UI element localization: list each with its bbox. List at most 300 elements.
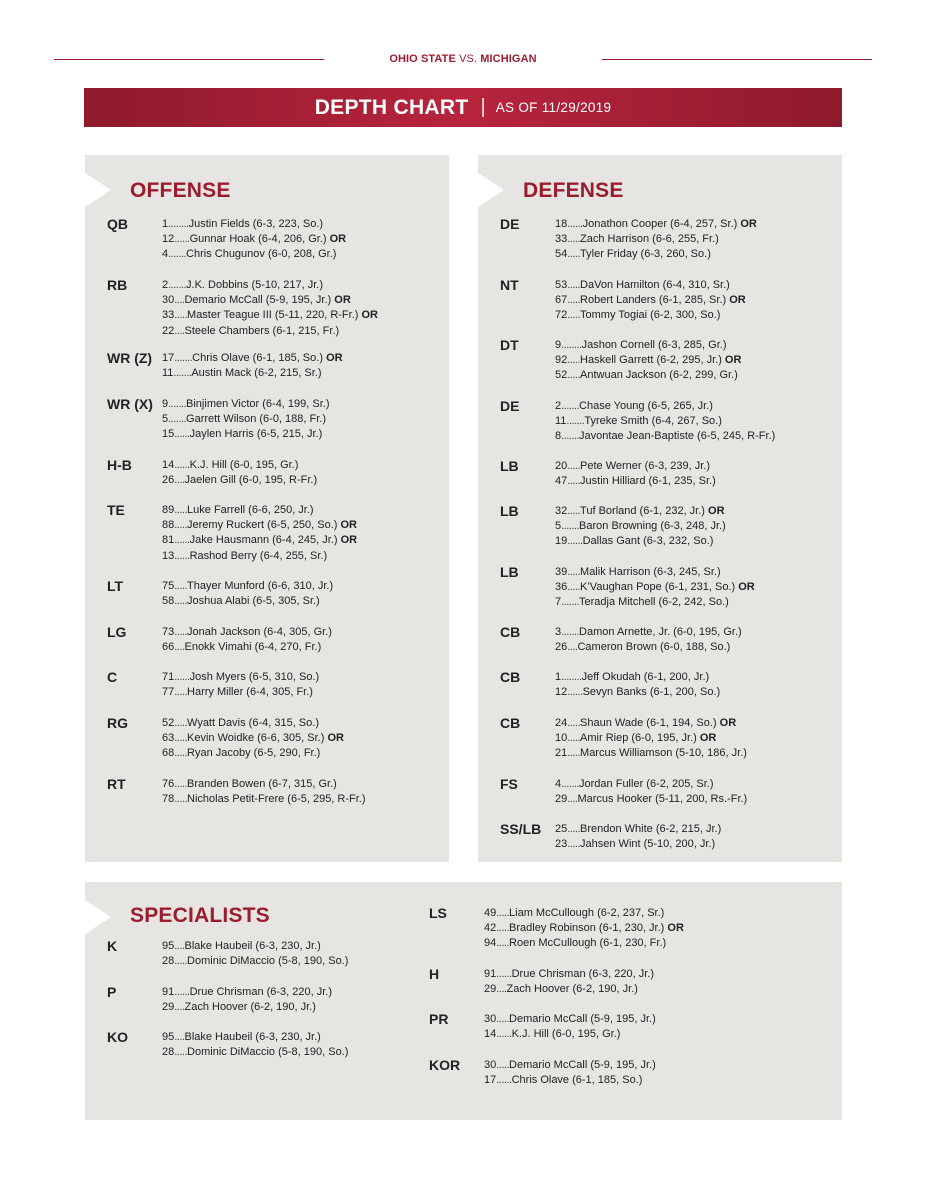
jersey-number: 72 xyxy=(555,309,568,322)
player-info: Jeff Okudah (6-1, 200, Jr.) xyxy=(581,671,710,683)
jersey-number: 92 xyxy=(555,354,568,367)
leader-dots: ....... xyxy=(561,400,580,412)
jersey-number: 24 xyxy=(555,717,568,729)
position-label: LG xyxy=(107,624,127,640)
position-label: H-B xyxy=(107,457,132,473)
jersey-number: 68 xyxy=(162,747,175,760)
player-info: Pete Werner (6-3, 239, Jr.) xyxy=(580,460,711,472)
player-info: Roen McCullough (6-1, 230, Fr.) xyxy=(509,937,667,950)
jersey-number: 54 xyxy=(555,248,568,261)
player-list xyxy=(162,777,366,807)
or-marker: OR xyxy=(327,732,344,745)
player-info: Robert Landers (6-1, 285, Sr.) xyxy=(580,294,727,307)
title-separator: | xyxy=(480,96,486,118)
player-row xyxy=(162,579,333,594)
player-list xyxy=(162,351,343,381)
player-info: Demario McCall (5-9, 195, Jr.) xyxy=(509,1013,656,1025)
leader-dots: ..... xyxy=(496,937,510,950)
player-row xyxy=(555,822,721,837)
leader-dots: ...... xyxy=(174,549,190,562)
player-info: Amir Riep (6-0, 195, Jr.) xyxy=(580,732,697,745)
leader-dots: .... xyxy=(174,641,185,654)
or-marker: OR xyxy=(326,352,343,364)
jersey-number: 33 xyxy=(162,309,175,322)
jersey-number: 1 xyxy=(555,671,562,683)
player-info: Tuf Borland (6-1, 232, Jr.) xyxy=(580,505,705,517)
leader-dots: ..... xyxy=(174,519,188,532)
leader-dots: ..... xyxy=(567,838,581,851)
position-label: DE xyxy=(500,216,520,232)
position-label: KOR xyxy=(429,1057,461,1073)
player-row xyxy=(555,504,726,519)
player-info: Chris Chugunov (6-0, 208, Gr.) xyxy=(186,248,337,261)
leader-dots: ..... xyxy=(174,686,188,699)
player-row xyxy=(162,716,344,731)
specialists-title: SPECIALISTS xyxy=(130,904,270,927)
player-row xyxy=(484,1027,656,1042)
player-info: Brendon White (6-2, 215, Jr.) xyxy=(580,823,722,835)
position-label: SS/LB xyxy=(500,821,542,837)
jersey-number: 73 xyxy=(162,626,175,638)
player-list xyxy=(555,625,742,655)
jersey-number: 4 xyxy=(555,778,562,790)
player-row xyxy=(555,595,755,610)
jersey-number: 81 xyxy=(162,534,175,547)
position-label: H xyxy=(429,966,440,982)
player-info: Zach Hoover (6-2, 190, Jr.) xyxy=(184,1001,316,1014)
leader-dots: ..... xyxy=(567,566,581,578)
leader-dots: ...... xyxy=(496,1074,512,1087)
jersey-number: 63 xyxy=(162,732,175,745)
or-marker: OR xyxy=(724,354,742,367)
position-label: K xyxy=(107,938,118,954)
jersey-number: 17 xyxy=(162,352,175,364)
leader-dots: ...... xyxy=(174,534,190,547)
player-list xyxy=(555,459,716,489)
player-row xyxy=(555,731,747,746)
position-label: C xyxy=(107,669,118,685)
leader-dots: ....... xyxy=(173,367,192,380)
jersey-number: 1 xyxy=(162,218,169,230)
player-row xyxy=(162,985,332,1000)
player-row xyxy=(555,353,741,368)
player-row xyxy=(162,625,332,640)
or-marker: OR xyxy=(340,534,358,547)
player-row xyxy=(555,293,746,308)
player-list xyxy=(484,967,654,997)
player-row xyxy=(162,247,346,262)
jersey-number: 22 xyxy=(162,324,175,337)
player-row xyxy=(162,640,332,655)
jersey-number: 88 xyxy=(162,519,175,532)
jersey-number: 26 xyxy=(555,641,568,654)
jersey-number: 58 xyxy=(162,595,175,608)
player-row xyxy=(484,921,684,936)
position-label: LT xyxy=(107,578,124,594)
jersey-number: 26 xyxy=(162,474,175,487)
player-info: Cameron Brown (6-0, 188, So.) xyxy=(577,641,731,654)
jersey-number: 18 xyxy=(555,218,568,230)
player-row xyxy=(162,1000,332,1015)
player-list xyxy=(162,458,317,488)
player-info: Jaelen Gill (6-0, 195, R-Fr.) xyxy=(184,474,318,487)
position-label: LB xyxy=(500,564,519,580)
player-info: Branden Bowen (6-7, 315, Gr.) xyxy=(187,778,337,790)
leader-dots: ....... xyxy=(168,398,187,410)
player-list xyxy=(555,399,775,445)
team-michigan: MICHIGAN xyxy=(480,53,537,65)
player-info: Demario McCall (5-9, 195, Jr.) xyxy=(184,294,332,307)
leader-dots: ..... xyxy=(567,369,581,382)
leader-dots: ..... xyxy=(496,1013,510,1025)
player-info: Kevin Woidke (6-6, 305, Sr.) xyxy=(187,732,325,745)
jersey-number: 11 xyxy=(162,367,174,380)
leader-dots: .... xyxy=(567,641,578,654)
jersey-number: 23 xyxy=(555,838,568,851)
leader-dots: ....... xyxy=(561,778,580,790)
player-row xyxy=(555,474,716,489)
position-label: RB xyxy=(107,277,128,293)
position-label: RT xyxy=(107,776,126,792)
player-info: Drue Chrisman (6-3, 220, Jr.) xyxy=(511,968,655,980)
leader-dots: .... xyxy=(174,1031,185,1043)
player-info: K.J. Hill (6-0, 195, Gr.) xyxy=(511,1028,621,1041)
jersey-number: 29 xyxy=(484,983,497,996)
player-info: Garrett Wilson (6-0, 188, Fr.) xyxy=(186,413,327,426)
player-row xyxy=(555,580,755,595)
player-row xyxy=(555,625,742,640)
leader-dots: ..... xyxy=(567,581,581,594)
jersey-number: 15 xyxy=(162,428,175,441)
leader-dots: ..... xyxy=(174,747,188,760)
or-marker: OR xyxy=(729,294,746,307)
player-info: K.J. Hill (6-0, 195, Gr.) xyxy=(189,459,299,471)
jersey-number: 5 xyxy=(162,413,169,426)
player-info: Chris Olave (6-1, 185, So.) xyxy=(511,1074,643,1087)
leader-dots: ..... xyxy=(567,248,581,261)
leader-dots: ...... xyxy=(174,428,190,441)
leader-dots: ..... xyxy=(567,294,581,307)
player-row xyxy=(162,533,357,548)
player-list xyxy=(162,670,319,700)
player-row xyxy=(555,685,720,700)
jersey-number: 30 xyxy=(484,1013,497,1025)
player-row xyxy=(162,217,346,232)
jersey-number: 76 xyxy=(162,778,175,790)
leader-dots: ...... xyxy=(567,535,583,548)
player-row xyxy=(484,982,654,997)
or-marker: OR xyxy=(340,519,357,532)
leader-dots: ..... xyxy=(567,732,581,745)
player-row xyxy=(555,792,747,807)
leader-dots: ..... xyxy=(174,1046,188,1059)
player-info: Marcus Williamson (5-10, 186, Jr.) xyxy=(580,747,747,760)
leader-dots: .... xyxy=(174,1001,185,1014)
player-row xyxy=(162,746,344,761)
position-label: WR (Z) xyxy=(107,350,153,366)
player-info: Marcus Hooker (5-11, 200, Rs.-Fr.) xyxy=(577,793,748,806)
player-row xyxy=(162,1045,348,1060)
player-info: Dominic DiMaccio (5-8, 190, So.) xyxy=(187,955,349,968)
jersey-number: 12 xyxy=(555,686,568,699)
player-info: Joshua Alabi (6-5, 305, Sr.) xyxy=(187,595,320,608)
jersey-number: 21 xyxy=(555,747,568,760)
player-info: Austin Mack (6-2, 215, Sr.) xyxy=(191,367,322,380)
player-row xyxy=(555,399,775,414)
or-marker: OR xyxy=(719,717,737,729)
position-label: CB xyxy=(500,669,521,685)
player-row xyxy=(555,746,747,761)
position-label: DE xyxy=(500,398,520,414)
player-info: Tyreke Smith (6-4, 267, So.) xyxy=(584,415,722,428)
jersey-number: 29 xyxy=(162,1001,175,1014)
player-row xyxy=(484,1073,656,1088)
jersey-number: 32 xyxy=(555,505,568,517)
player-list xyxy=(162,278,378,339)
player-info: Zach Harrison (6-6, 255, Fr.) xyxy=(580,233,719,246)
player-info: Chris Olave (6-1, 185, So.) xyxy=(192,352,323,364)
jersey-number: 75 xyxy=(162,580,175,592)
player-list xyxy=(484,1012,656,1042)
leader-dots: ....... xyxy=(174,352,193,364)
panel-notch xyxy=(85,173,111,207)
player-info: Bradley Robinson (6-1, 230, Jr.) xyxy=(509,922,665,935)
position-label: P xyxy=(107,984,117,1000)
leader-dots: ..... xyxy=(567,309,581,322)
player-info: Nicholas Petit-Frere (6-5, 295, R-Fr.) xyxy=(187,793,366,806)
leader-dots: ........ xyxy=(561,339,582,351)
position-label: FS xyxy=(500,776,518,792)
player-row xyxy=(162,427,330,442)
leader-dots: ..... xyxy=(567,747,581,760)
player-list xyxy=(484,906,684,952)
player-info: Justin Fields (6-3, 223, So.) xyxy=(188,218,324,230)
versus-label: VS. xyxy=(459,53,478,65)
position-label: WR (X) xyxy=(107,396,153,412)
player-row xyxy=(162,308,378,323)
player-info: Haskell Garrett (6-2, 295, Jr.) xyxy=(580,354,722,367)
jersey-number: 95 xyxy=(162,1031,175,1043)
player-info: Jeremy Ruckert (6-5, 250, So.) xyxy=(187,519,338,532)
player-info: Steele Chambers (6-1, 215, Fr.) xyxy=(184,324,340,337)
player-info: Teradja Mitchell (6-2, 242, So.) xyxy=(579,596,729,609)
position-label: CB xyxy=(500,715,521,731)
player-list xyxy=(555,716,747,762)
defense-panel xyxy=(478,155,842,862)
player-row xyxy=(162,685,319,700)
player-info: Blake Haubeil (6-3, 230, Jr.) xyxy=(184,1031,321,1043)
player-info: Zach Hoover (6-2, 190, Jr.) xyxy=(506,983,638,996)
player-info: Tommy Togiai (6-2, 300, So.) xyxy=(580,309,721,322)
jersey-number: 3 xyxy=(555,626,562,638)
leader-dots: ..... xyxy=(567,475,581,488)
player-info: Rashod Berry (6-4, 255, Sr.) xyxy=(189,549,328,562)
player-info: Jonathon Cooper (6-4, 257, Sr.) xyxy=(582,218,738,230)
leader-dots: ..... xyxy=(174,504,188,516)
player-row xyxy=(555,640,742,655)
leader-dots: ...... xyxy=(567,218,583,230)
player-row xyxy=(555,414,775,429)
player-row xyxy=(162,549,357,564)
leader-dots: .... xyxy=(174,294,185,307)
player-row xyxy=(555,534,726,549)
jersey-number: 28 xyxy=(162,955,175,968)
jersey-number: 19 xyxy=(555,535,568,548)
player-row xyxy=(162,397,330,412)
jersey-number: 7 xyxy=(555,596,562,609)
player-info: Jake Hausmann (6-4, 245, Jr.) xyxy=(189,534,338,547)
player-row xyxy=(162,954,348,969)
leader-dots: ..... xyxy=(174,717,188,729)
leader-dots: ........ xyxy=(561,671,582,683)
position-label: PR xyxy=(429,1011,449,1027)
leader-dots: ..... xyxy=(567,233,581,246)
player-info: Dallas Gant (6-3, 232, So.) xyxy=(582,535,714,548)
leader-dots: ..... xyxy=(496,907,510,919)
jersey-number: 67 xyxy=(555,294,568,307)
player-row xyxy=(162,777,366,792)
position-label: LB xyxy=(500,503,519,519)
leader-dots: ....... xyxy=(561,626,580,638)
leader-dots: ........ xyxy=(168,218,189,230)
leader-dots: ....... xyxy=(168,279,187,291)
jersey-number: 14 xyxy=(484,1028,497,1041)
leader-dots: .... xyxy=(174,474,185,487)
leader-dots: ..... xyxy=(174,309,188,322)
jersey-number: 47 xyxy=(555,475,568,488)
jersey-number: 66 xyxy=(162,641,175,654)
jersey-number: 12 xyxy=(162,233,175,246)
jersey-number: 91 xyxy=(162,986,175,998)
player-info: Binjimen Victor (6-4, 199, Sr.) xyxy=(186,398,330,410)
player-info: DaVon Hamilton (6-4, 310, Sr.) xyxy=(580,279,730,291)
jersey-number: 10 xyxy=(555,732,568,745)
jersey-number: 95 xyxy=(162,940,175,952)
jersey-number: 53 xyxy=(555,279,568,291)
player-row xyxy=(555,247,757,262)
player-row xyxy=(162,594,333,609)
leader-dots: ...... xyxy=(567,686,583,699)
leader-dots: ...... xyxy=(174,233,190,246)
leader-dots: ....... xyxy=(566,415,585,428)
player-row xyxy=(162,503,357,518)
panel-notch xyxy=(85,900,111,934)
position-label: RG xyxy=(107,715,128,731)
jersey-number: 94 xyxy=(484,937,497,950)
player-info: Jaylen Harris (6-5, 215, Jr.) xyxy=(189,428,323,441)
player-row xyxy=(555,217,757,232)
player-row xyxy=(484,1058,656,1073)
player-info: Sevyn Banks (6-1, 200, So.) xyxy=(582,686,721,699)
leader-dots: ....... xyxy=(561,430,580,443)
team-ohio-state: OHIO STATE xyxy=(389,53,456,65)
player-row xyxy=(555,459,716,474)
matchup-header xyxy=(324,53,602,65)
jersey-number: 9 xyxy=(555,339,562,351)
player-info: Justin Hilliard (6-1, 235, Sr.) xyxy=(580,475,716,488)
player-list xyxy=(162,985,332,1015)
player-row xyxy=(162,473,317,488)
jersey-number: 2 xyxy=(555,400,562,412)
player-row xyxy=(555,232,757,247)
player-info: Drue Chrisman (6-3, 220, Jr.) xyxy=(189,986,333,998)
player-row xyxy=(555,429,775,444)
player-list xyxy=(162,939,348,969)
or-marker: OR xyxy=(667,922,684,935)
player-list xyxy=(555,822,721,852)
jersey-number: 20 xyxy=(555,460,568,472)
player-row xyxy=(162,366,343,381)
jersey-number: 78 xyxy=(162,793,175,806)
leader-dots: ..... xyxy=(567,717,581,729)
title-banner xyxy=(84,88,842,127)
jersey-number: 36 xyxy=(555,581,568,594)
leader-dots: ....... xyxy=(561,596,580,609)
player-row xyxy=(555,338,741,353)
player-list xyxy=(555,278,746,324)
player-info: Blake Haubeil (6-3, 230, Jr.) xyxy=(184,940,321,952)
player-list xyxy=(555,565,755,611)
player-list xyxy=(484,1058,656,1088)
player-info: K’Vaughan Pope (6-1, 231, So.) xyxy=(580,581,736,594)
player-list xyxy=(555,217,757,263)
player-list xyxy=(162,1030,348,1060)
jersey-number: 39 xyxy=(555,566,568,578)
leader-dots: .... xyxy=(174,940,185,952)
position-label: DT xyxy=(500,337,519,353)
jersey-number: 89 xyxy=(162,504,175,516)
page-title: DEPTH CHART xyxy=(314,95,469,119)
player-info: Wyatt Davis (6-4, 315, So.) xyxy=(187,717,319,729)
player-info: Damon Arnette, Jr. (6-0, 195, Gr.) xyxy=(579,626,742,638)
player-row xyxy=(555,777,747,792)
player-row xyxy=(555,565,755,580)
position-label: QB xyxy=(107,216,128,232)
jersey-number: 91 xyxy=(484,968,497,980)
jersey-number: 13 xyxy=(162,549,175,562)
jersey-number: 25 xyxy=(555,823,568,835)
player-list xyxy=(162,503,357,564)
player-row xyxy=(555,670,720,685)
jersey-number: 4 xyxy=(162,248,169,261)
leader-dots: ..... xyxy=(174,793,188,806)
player-list xyxy=(555,777,747,807)
jersey-number: 8 xyxy=(555,430,562,443)
player-info: Master Teague III (5-11, 220, R-Fr.) xyxy=(187,309,359,322)
player-row xyxy=(162,278,378,293)
player-info: Harry Miller (6-4, 305, Fr.) xyxy=(187,686,313,699)
position-label: CB xyxy=(500,624,521,640)
leader-dots: ..... xyxy=(567,279,581,291)
player-info: Javontae Jean-Baptiste (6-5, 245, R-Fr.) xyxy=(579,430,776,443)
defense-title: DEFENSE xyxy=(523,179,624,202)
position-label: LS xyxy=(429,905,447,921)
player-row xyxy=(162,293,378,308)
player-list xyxy=(555,504,726,550)
leader-dots: .... xyxy=(496,983,507,996)
player-info: Baron Browning (6-3, 248, Jr.) xyxy=(579,520,726,533)
leader-dots: .... xyxy=(174,324,185,337)
player-row xyxy=(162,232,346,247)
jersey-number: 28 xyxy=(162,1046,175,1059)
player-info: Josh Myers (6-5, 310, So.) xyxy=(189,671,320,683)
player-row xyxy=(555,837,721,852)
as-of-date: AS OF 11/29/2019 xyxy=(495,100,612,115)
jersey-number: 30 xyxy=(162,294,175,307)
jersey-number: 5 xyxy=(555,520,562,533)
player-info: Ryan Jacoby (6-5, 290, Fr.) xyxy=(187,747,321,760)
player-info: Thayer Munford (6-6, 310, Jr.) xyxy=(187,580,334,592)
